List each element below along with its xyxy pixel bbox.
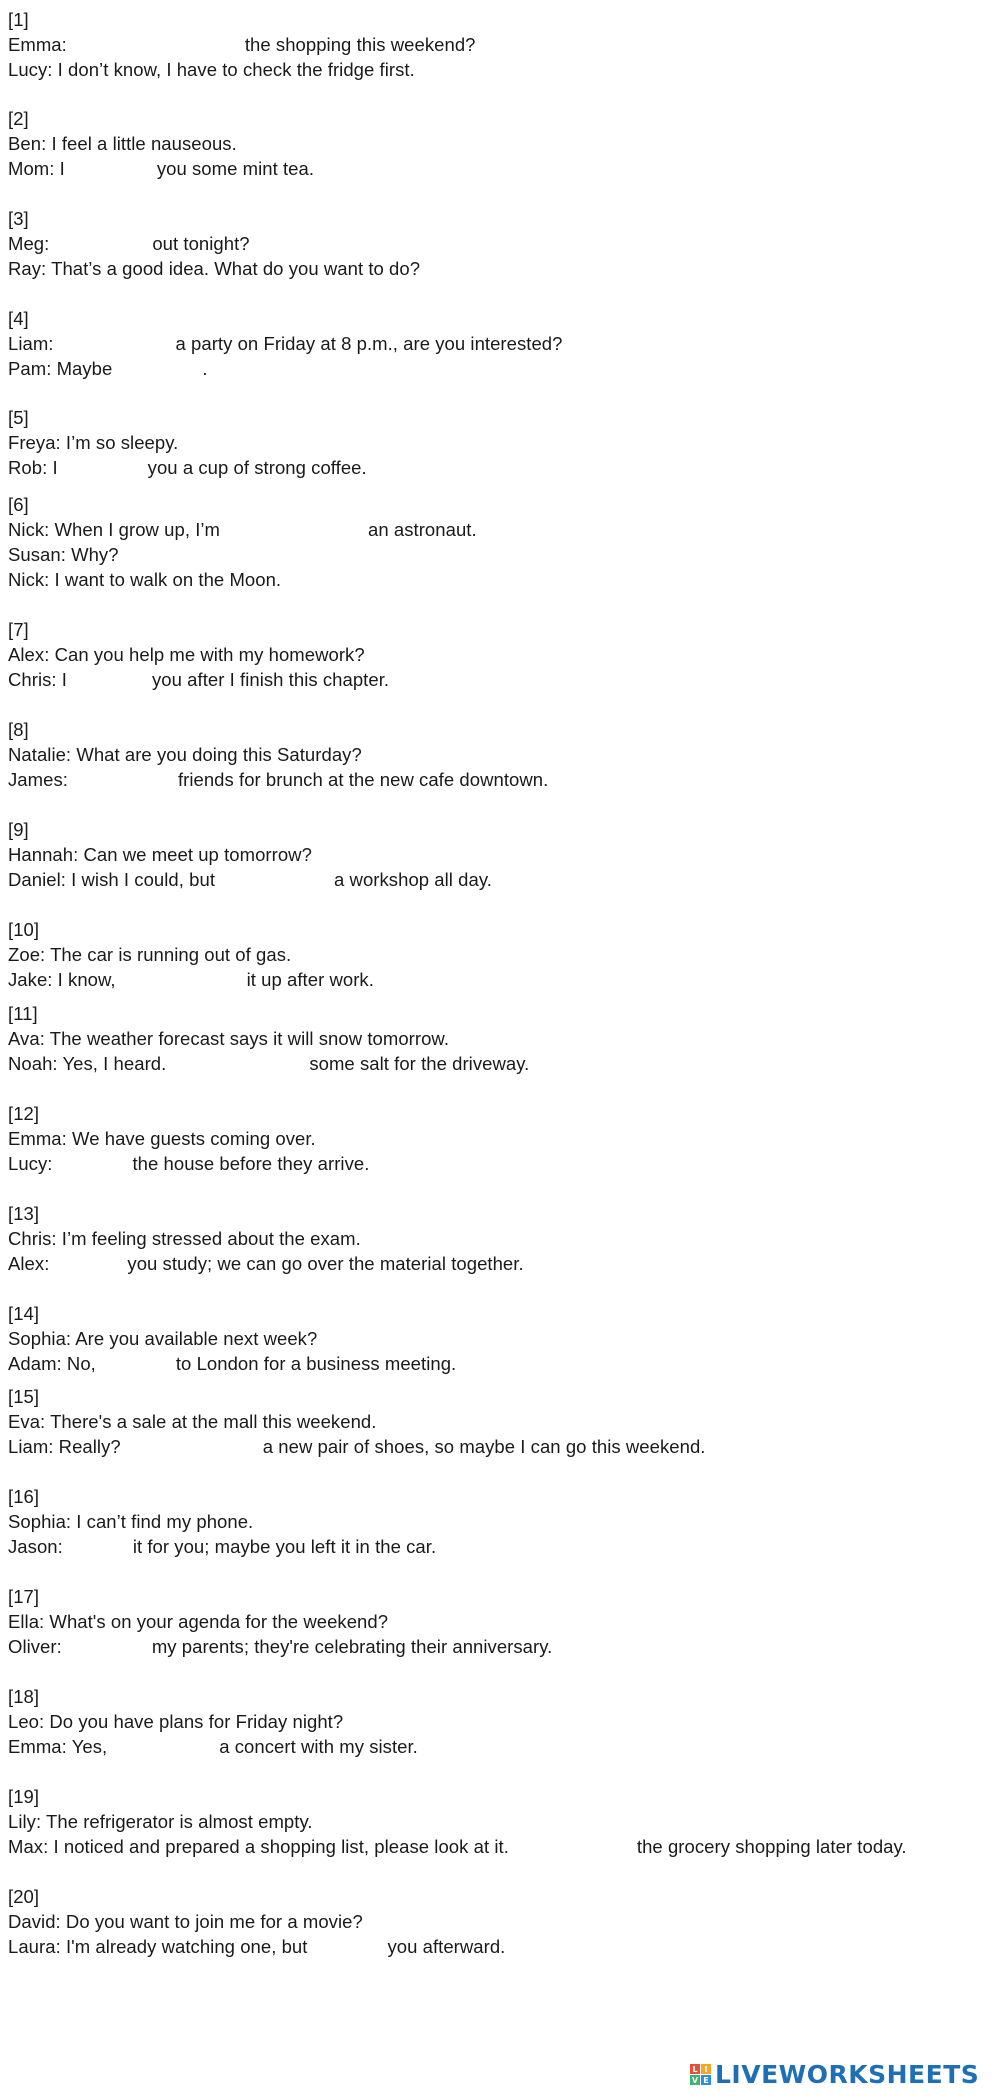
- dialogue-line: Ray: That’s a good idea. What do you want to do?: [8, 258, 421, 279]
- dialogue-line: Chris: I you after I finish this chapter.: [8, 669, 390, 690]
- dialogue-line: Meg: out tonight?: [8, 233, 250, 254]
- dialogue-line: Emma: the shopping this weekend?: [8, 34, 476, 55]
- dialogue-line: Laura: I'm already watching one, but you afterward.: [8, 1936, 506, 1957]
- dialogue-line: Pam: Maybe .: [8, 358, 208, 379]
- dialogue-line: Ben: I feel a little nauseous.: [8, 133, 237, 154]
- dialogue-line: Susan: Why?: [8, 544, 119, 565]
- item-number: [13]: [8, 1203, 40, 1224]
- item-number: [17]: [8, 1586, 40, 1607]
- logo-letter: E: [701, 2075, 711, 2085]
- dialogue-line: Lily: The refrigerator is almost empty.: [8, 1811, 313, 1832]
- dialogue-line: Lucy: I don’t know, I have to check the fridge first.: [8, 59, 415, 80]
- dialogue-line: Oliver: my parents; they're celebrating their anniversary.: [8, 1636, 553, 1657]
- item-number: [10]: [8, 919, 40, 940]
- dialogue-line: Adam: No, to London for a business meeting.: [8, 1353, 457, 1374]
- logo-mark-icon: [690, 2064, 711, 2085]
- dialogue-line: Jake: I know, it up after work.: [8, 969, 374, 990]
- logo-letter: L: [690, 2064, 700, 2074]
- dialogue-line: Sophia: I can’t find my phone.: [8, 1511, 254, 1532]
- logo-letter: I: [701, 2064, 711, 2074]
- dialogue-line: Sophia: Are you available next week?: [8, 1328, 318, 1349]
- item-number: [14]: [8, 1303, 40, 1324]
- item-number: [19]: [8, 1786, 40, 1807]
- item-number: [15]: [8, 1386, 40, 1407]
- dialogue-line: Alex: Can you help me with my homework?: [8, 644, 365, 665]
- dialogue-line: Daniel: I wish I could, but a workshop all day.: [8, 869, 492, 890]
- dialogue-line: Ella: What's on your agenda for the weekend?: [8, 1611, 389, 1632]
- dialogue-line: Emma: Yes, a concert with my sister.: [8, 1736, 418, 1757]
- item-number: [2]: [8, 108, 29, 129]
- dialogue-line: Nick: I want to walk on the Moon.: [8, 569, 282, 590]
- dialogue-line: Max: I noticed and prepared a shopping list, please look at it. the grocery shopping later today.: [8, 1836, 907, 1857]
- dialogue-line: Alex: you study; we can go over the material together.: [8, 1253, 524, 1274]
- item-number: [18]: [8, 1686, 40, 1707]
- dialogue-line: Jason: it for you; maybe you left it in the car.: [8, 1536, 437, 1557]
- dialogue-line: Hannah: Can we meet up tomorrow?: [8, 844, 312, 865]
- item-number: [7]: [8, 619, 29, 640]
- item-number: [16]: [8, 1486, 40, 1507]
- logo-letter: V: [691, 2075, 699, 2085]
- item-number: [4]: [8, 308, 29, 329]
- dialogue-line: James: friends for brunch at the new cafe downtown.: [8, 769, 549, 790]
- dialogue-line: David: Do you want to join me for a movie?: [8, 1911, 363, 1932]
- dialogue-line: Noah: Yes, I heard. some salt for the driveway.: [8, 1053, 530, 1074]
- item-number: [9]: [8, 819, 29, 840]
- dialogue-line: Rob: I you a cup of strong coffee.: [8, 457, 367, 478]
- dialogue-line: Eva: There's a sale at the mall this weekend.: [8, 1411, 377, 1432]
- item-number: [1]: [8, 9, 29, 30]
- dialogue-line: Freya: I’m so sleepy.: [8, 432, 179, 453]
- dialogue-line: Chris: I’m feeling stressed about the exam.: [8, 1228, 361, 1249]
- item-number: [3]: [8, 208, 29, 229]
- item-number: [11]: [8, 1003, 38, 1024]
- dialogue-line: Lucy: the house before they arrive.: [8, 1153, 370, 1174]
- dialogue-line: Liam: Really? a new pair of shoes, so maybe I can go this weekend.: [8, 1436, 706, 1457]
- item-number: [5]: [8, 407, 29, 428]
- dialogue-line: Natalie: What are you doing this Saturday?: [8, 744, 362, 765]
- dialogue-line: Emma: We have guests coming over.: [8, 1128, 316, 1149]
- dialogue-line: Leo: Do you have plans for Friday night?: [8, 1711, 344, 1732]
- dialogue-line: Nick: When I grow up, I’m an astronaut.: [8, 519, 477, 540]
- dialogue-line: Zoe: The car is running out of gas.: [8, 944, 292, 965]
- liveworksheets-logo[interactable]: [690, 2060, 979, 2089]
- item-number: [20]: [8, 1886, 40, 1907]
- item-number: [12]: [8, 1103, 40, 1124]
- dialogue-line: Mom: I you some mint tea.: [8, 158, 315, 179]
- dialogue-line: Liam: a party on Friday at 8 p.m., are you interested?: [8, 333, 563, 354]
- dialogue-line: Ava: The weather forecast says it will snow tomorrow.: [8, 1028, 450, 1049]
- item-number: [6]: [8, 494, 29, 515]
- item-number: [8]: [8, 719, 29, 740]
- logo-text: LIVEWORKSHEETS: [715, 2060, 980, 2089]
